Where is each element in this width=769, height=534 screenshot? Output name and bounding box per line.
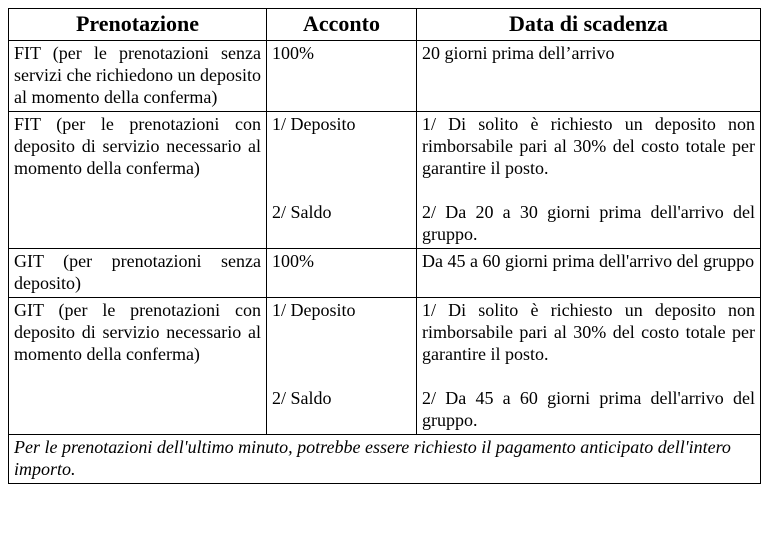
- due-date-cell: [417, 298, 761, 435]
- table-row: [9, 298, 761, 435]
- due-date-cell: [417, 112, 761, 249]
- deposit-spacer: [272, 179, 411, 201]
- deposit-cell: 100%: [267, 249, 417, 298]
- booking-type-cell: FIT (per le prenotazioni con deposito di servizio necessario al momento della conferma): [9, 112, 267, 249]
- deposit-step-1: 1/ Deposito: [272, 114, 356, 134]
- deposit-step-2: 2/ Saldo: [272, 202, 332, 222]
- due-date-step-1: 1/ Di solito è richiesto un deposito non rimborsabile pari al 30% del costo totale per garantire il posto.: [422, 114, 755, 178]
- deposit-step-1: 1/ Deposito: [272, 300, 356, 320]
- header-deposit: Acconto: [267, 9, 417, 41]
- table-header-row: [9, 9, 761, 41]
- deposit-spacer: [272, 365, 411, 387]
- booking-type-cell: GIT (per prenotazioni senza deposito): [9, 249, 267, 298]
- booking-type-cell: FIT (per le prenotazioni senza servizi che richiedono un deposito al momento della conferma): [9, 41, 267, 112]
- table-row: [9, 112, 761, 249]
- deposit-spacer: [272, 343, 411, 365]
- footer-row: [9, 435, 761, 484]
- header-due-date: Data di scadenza: [417, 9, 761, 41]
- due-date-spacer: [422, 365, 755, 387]
- due-date-spacer: [422, 179, 755, 201]
- deposit-spacer: [272, 157, 411, 179]
- booking-type-cell: GIT (per le prenotazioni con deposito di servizio necessario al momento della conferma): [9, 298, 267, 435]
- deposit-cell: [267, 112, 417, 249]
- due-date-cell: Da 45 a 60 giorni prima dell'arrivo del gruppo: [417, 249, 761, 298]
- due-date-step-1: 1/ Di solito è richiesto un deposito non rimborsabile pari al 30% del costo totale per garantire il posto.: [422, 300, 755, 364]
- payment-terms-table: [8, 8, 761, 484]
- due-date-cell: 20 giorni prima dell’arrivo: [417, 41, 761, 112]
- due-date-step-2: 2/ Da 45 a 60 giorni prima dell'arrivo del gruppo.: [422, 388, 755, 430]
- deposit-spacer: [272, 135, 411, 157]
- deposit-cell: 100%: [267, 41, 417, 112]
- due-date-step-2: 2/ Da 20 a 30 giorni prima dell'arrivo del gruppo.: [422, 202, 755, 244]
- deposit-spacer: [272, 321, 411, 343]
- deposit-cell: [267, 298, 417, 435]
- header-booking: Prenotazione: [9, 9, 267, 41]
- table-row: [9, 41, 761, 112]
- footer-note: Per le prenotazioni dell'ultimo minuto, potrebbe essere richiesto il pagamento anticipato dell'intero importo.: [9, 435, 761, 484]
- table-row: [9, 249, 761, 298]
- deposit-step-2: 2/ Saldo: [272, 388, 332, 408]
